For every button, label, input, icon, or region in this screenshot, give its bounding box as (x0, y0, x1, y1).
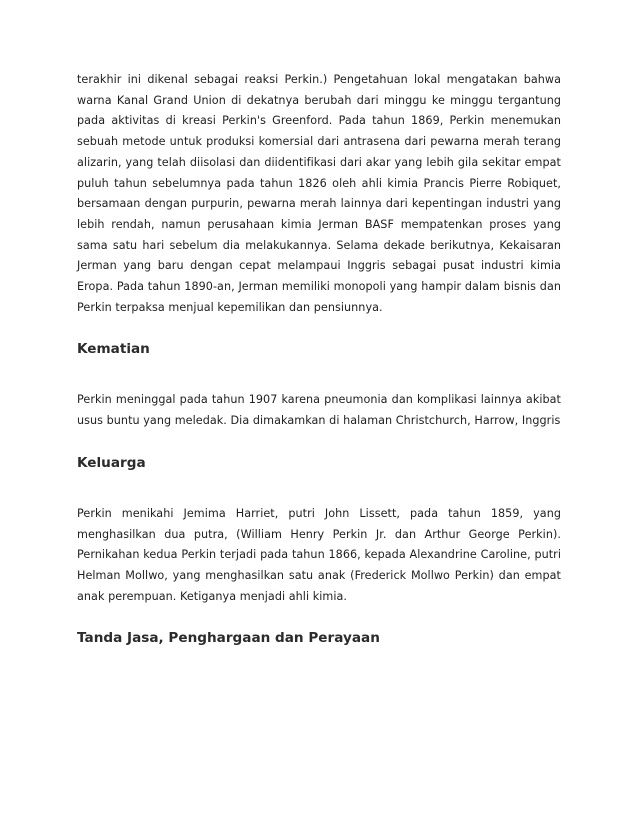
document-body (77, 70, 561, 647)
paragraph-keluarga: Perkin menikahi Jemima Harriet, putri John Lissett, pada tahun 1859, yang menghasilkan dua putra, (William Henry Perkin Jr. dan Arthur George Perkin). Pernikahan kedua Perkin terjadi pada tahun 1866, kepada Alexandrine Caroline, putri Helman Mollwo, yang menghasilkan satu anak (Frederick Mollwo Perkin) dan empat anak perempuan. Ketiganya menjadi ahli kimia. (77, 506, 561, 603)
paragraph-kematian: Perkin meninggal pada tahun 1907 karena pneumonia dan komplikasi lainnya akibat usus buntu yang meledak. Dia dimakamkan di halaman Christchurch, Harrow, Inggris (77, 393, 561, 428)
spacer (77, 358, 561, 390)
spacer (77, 432, 561, 454)
heading-kematian: Kematian (77, 341, 150, 358)
paragraph-perkin-alizarin: terakhir ini dikenal sebagai reaksi Perkin.) Pengetahuan lokal mengatakan bahwa warna Kanal Grand Union di dekatnya berubah dari minggu ke minggu tergantung pada aktivitas di kreasi Perkin's Greenford. Pada tahun 1869, Perkin menemukan sebuah metode untuk produksi komersial dari antrasena dari pewarna merah terang alizarin, yang telah diisolasi dan diidentifikasi dari akar yang lebih gila sekitar empat puluh tahun sebelumnya pada tahun 1826 oleh ahli kimia Prancis Pierre Robiquet, bersamaan dengan purpurin, pewarna merah lainnya dari kepentingan industri yang lebih rendah, namun perusahaan kimia Jerman BASF mempatenkan proses yang sama satu hari sebelum dia melakukannya. Selama dekade berikutnya, Kekaisaran Jerman yang baru dengan cepat melampaui Inggris sebagai pusat industri kimia Eropa. Pada tahun 1890-an, Jerman memiliki monopoli yang hampir dalam bisnis dan Perkin terpaksa menjual kepemilikan dan pensiunnya. (77, 73, 561, 314)
spacer (77, 318, 561, 340)
heading-keluarga: Keluarga (77, 454, 146, 471)
heading-tanda-jasa: Tanda Jasa, Penghargaan dan Perayaan (77, 630, 380, 647)
spacer (77, 607, 561, 629)
spacer (77, 472, 561, 504)
